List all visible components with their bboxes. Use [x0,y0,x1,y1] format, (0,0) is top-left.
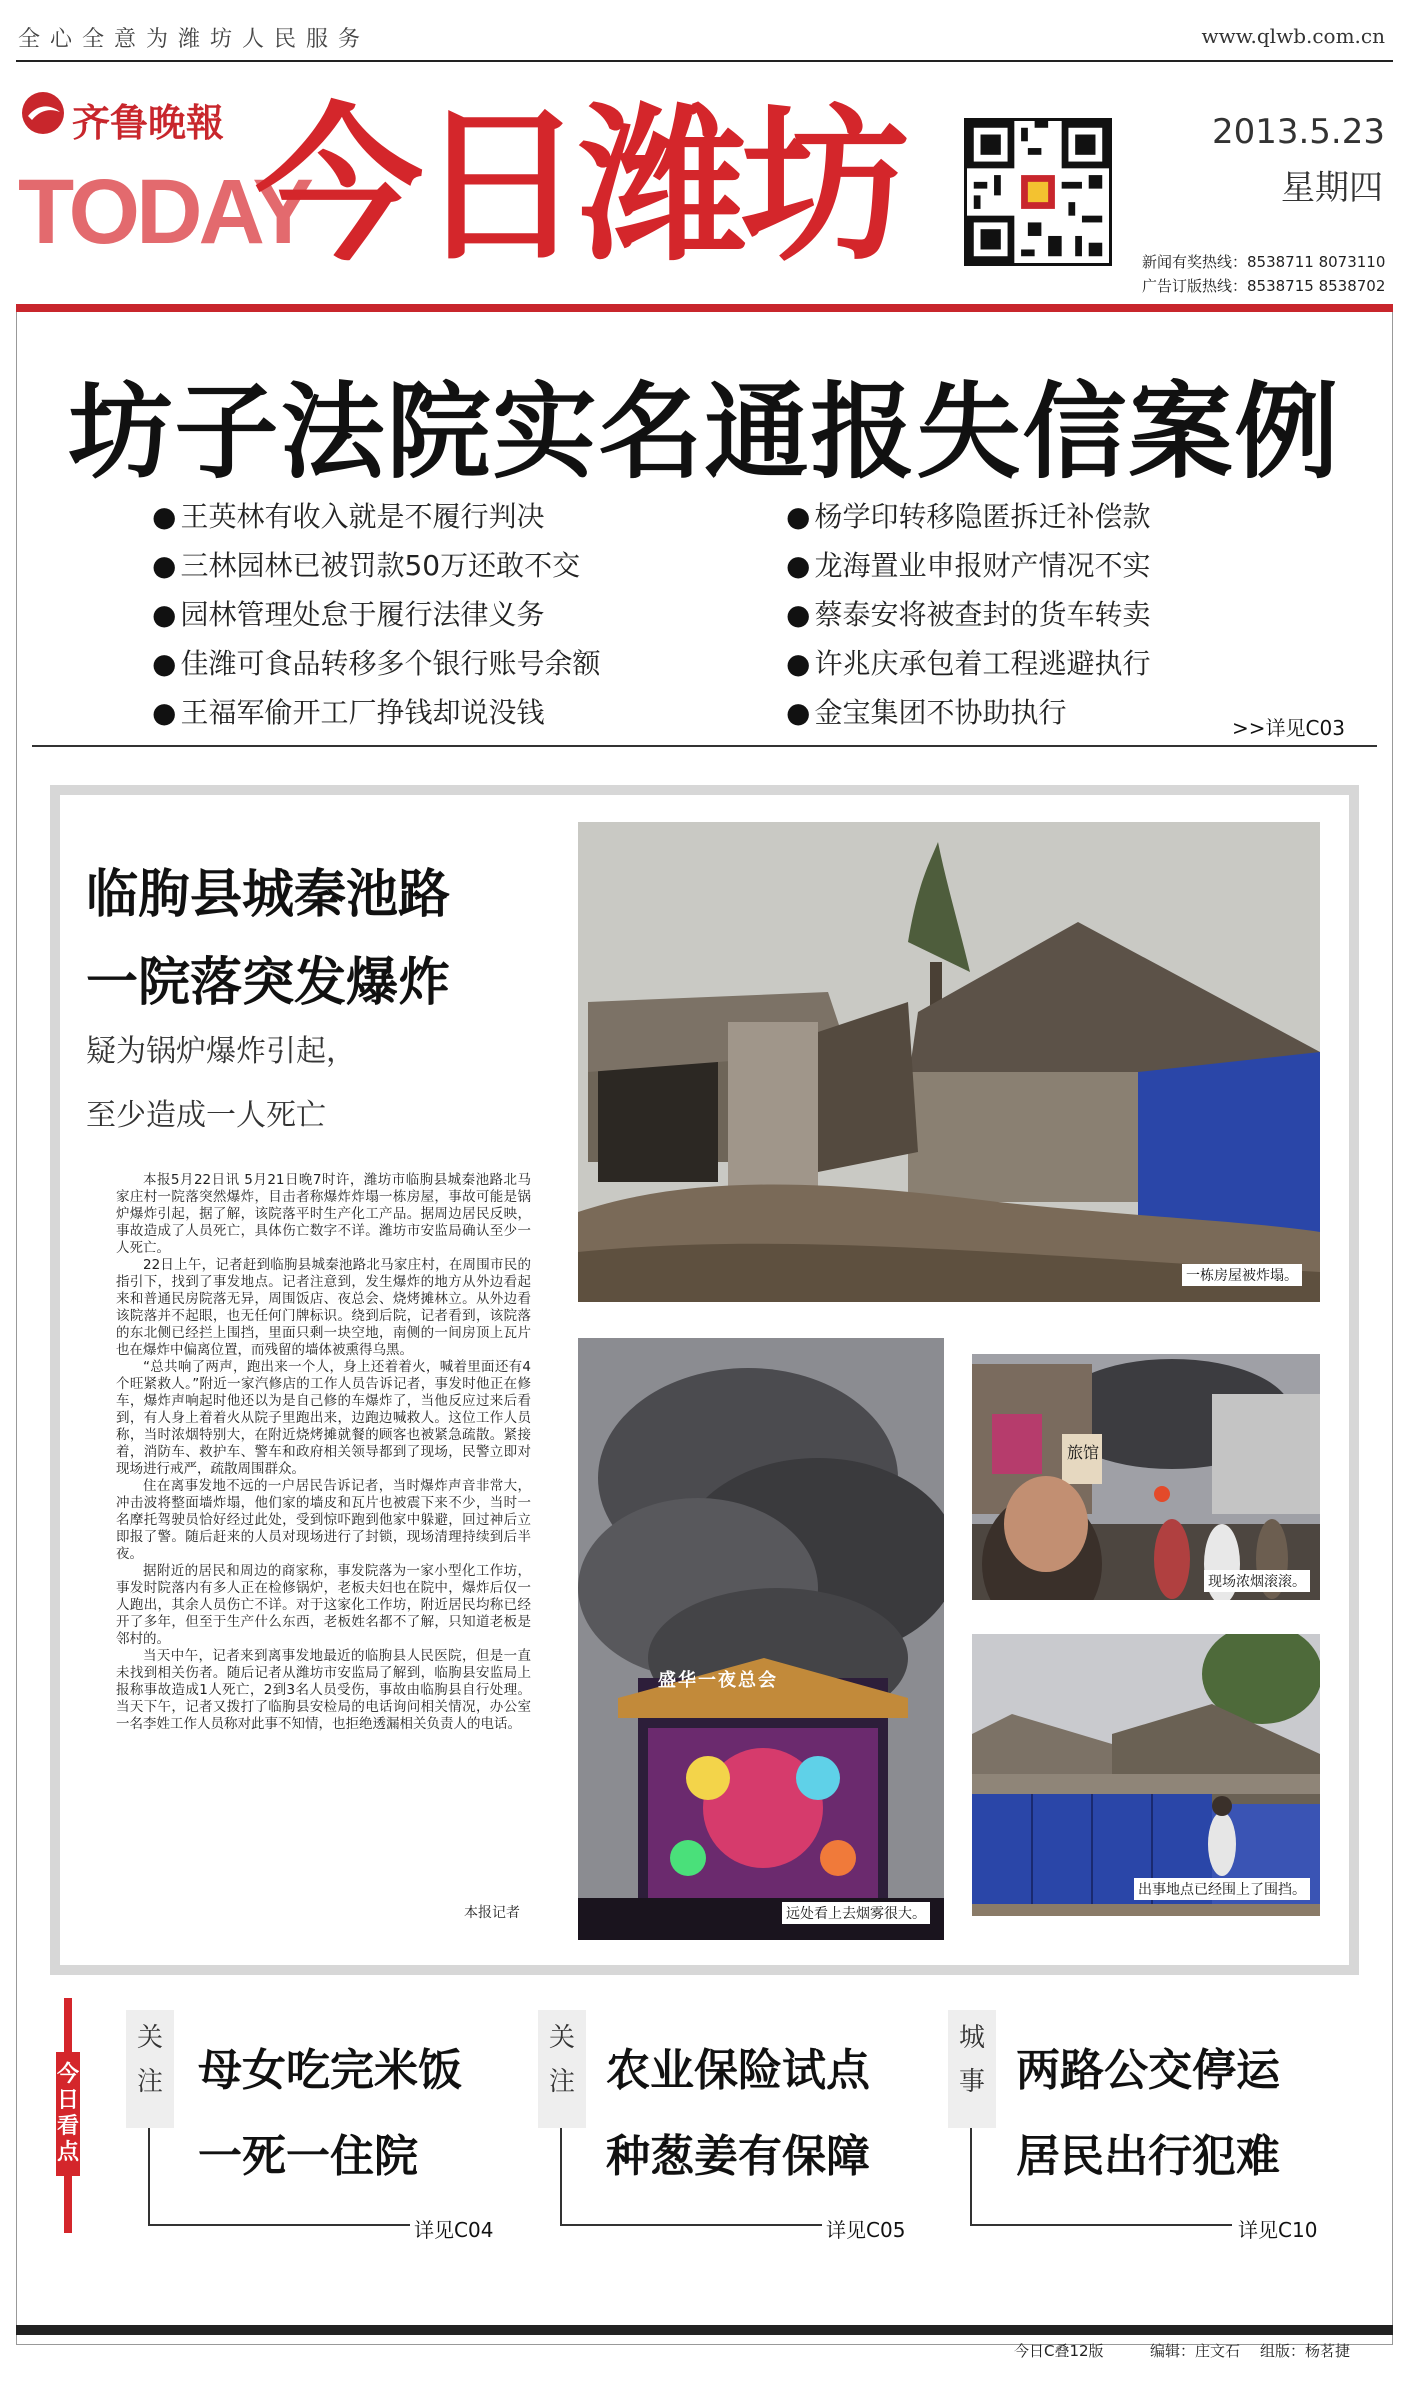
highlight-underline-3 [970,2224,1232,2226]
nightclub-sign: 盛华一夜总会 [658,1670,778,1691]
footer-bar [16,2325,1393,2335]
highlight-title-3b[interactable]: 居民出行犯难 [1016,2131,1280,2182]
issue-date: 2013.5.23 [1211,112,1385,152]
bullet-left-2: ● 三林园林已被罚款50万还敢不交 [152,544,580,584]
section-title: 今日潍坊 [255,88,903,284]
paper-logo-icon [20,90,66,136]
highlights-label: 今日看点 [56,2052,80,2176]
story-paragraph: 本报5月22日讯 5月21日晚7时许，潍坊市临朐县城秦池路北马家庄村一院落突然爆炸，目击者称爆炸炸塌一栋房屋，事故可能是锅炉爆炸引起，据了解，该院落平时生产化工产品。据周边居民反映，事故造成了人员死亡，具体伤亡数字不详。潍坊市安监局确认至少一人死亡。 [116,1172,531,1256]
bullet-left-4: ● 佳潍可食品转移多个银行账号余额 [152,642,600,682]
bullet-right-3: ● 蔡泰安将被查封的货车转卖 [786,593,1150,633]
photo-smoke-nightclub[interactable] [578,1338,944,1940]
highlight-title-2b[interactable]: 种葱姜有保障 [606,2131,870,2182]
highlight-tag-3: 城事 [948,2010,996,2128]
story-body [116,1172,531,1733]
story-subtitle-line2: 至少造成一人死亡 [86,1098,326,1133]
lead-see-more[interactable]: >>详见C03 [1232,716,1345,740]
slogan: 全心全意为潍坊人民服务 [18,27,371,52]
highlight-title-1a[interactable]: 母女吃完米饭 [198,2045,462,2096]
bullet-right-2: ● 龙海置业申报财产情况不实 [786,544,1150,584]
qr-code-icon [967,121,1109,263]
highlight-rule-2 [560,2128,562,2224]
highlight-see-1[interactable]: 详见C04 [414,2218,494,2242]
caption-photo4: 出事地点已经围上了围挡。 [1134,1878,1310,1900]
highlight-title-1b[interactable]: 一死一住院 [198,2131,418,2182]
highlight-rule-3 [970,2128,972,2224]
highlight-tag-2: 关注 [538,2010,586,2128]
highlight-see-3[interactable]: 详见C10 [1238,2218,1318,2242]
lead-divider [32,745,1377,747]
bullet-right-5: ● 金宝集团不协助执行 [786,691,1066,731]
highlight-underline-1 [148,2224,410,2226]
hotlines [1142,250,1385,298]
story-paragraph: 22日上午，记者赶到临朐县城秦池路北马家庄村，在周围市民的指引下，找到了事发地点。记者注意到，发生爆炸的地方从外边看起来和普通民房院落无异，周围饭店、夜总会、烧烤摊林立。从外边看该院落并不起眼，也无任何门牌标识。绕到后院，记者看到，该院落的东北侧已经拦上围挡，里面只剩一块空地，南侧的一间房顶上瓦片也在爆炸中偏离位置，而残留的墙体被熏得乌黑。 [116,1257,531,1358]
issue-weekday: 星期四 [1281,168,1383,208]
story-paragraph: 据附近的居民和周边的商家称，事发院落为一家小型化工作坊，事发时院落内有多人正在检修锅炉，老板夫妇也在院中，爆炸后仅一人跑出，其余人员伤亡不详。对于这家化工作坊，附近居民均称已经开了多年，但至于生产什么东西，老板姓名都不了解，只知道老板是邻村的。 [116,1563,531,1647]
highlight-title-3a[interactable]: 两路公交停运 [1016,2045,1280,2096]
hotline-ads: 广告订版热线：8538715 8538702 [1142,277,1386,295]
highlight-underline-2 [560,2224,822,2226]
bullet-right-1: ● 杨学印转移隐匿拆迁补偿款 [786,495,1150,535]
footer-page: 今日C叠12版 [1014,2342,1104,2360]
bullet-left-3: ● 园林管理处怠于履行法律义务 [152,593,544,633]
story-paragraph: 住在离事发地不远的一户居民告诉记者，当时爆炸声音非常大，冲击波将整面墙炸塌，他们家的墙皮和瓦片也被震下来不少，当时一名摩托驾驶员恰好经过此处，受到惊吓跑到他家中躲避，回过神后立即报了警。随后赶来的人员对现场进行了封锁，现场清理持续到后半夜。 [116,1478,531,1562]
footer-layout: 组版：杨茗捷 [1260,2342,1351,2360]
caption-photo1: 一栋房屋被炸塌。 [1182,1264,1302,1286]
story-title-line1[interactable]: 临朐县城秦池路 [86,865,451,925]
story-paragraph: 当天中午，记者来到离事发地最近的临朐县人民医院，但是一直未找到相关伤者。随后记者从潍坊市安监局了解到，临朐县安监局上报称事故造成1人死亡，2到3名人员受伤，事故由临朐县自行处理。当天下午，记者又拨打了临朐县安检局的电话询问相关情况，办公室一名李姓工作人员称对此事不知情，也拒绝透漏相关负责人的电话。 [116,1648,531,1732]
bullet-left-1: ● 王英林有收入就是不履行判决 [152,495,544,535]
story-subtitle-line1: 疑为锅炉爆炸引起， [86,1034,356,1069]
story-paragraph: “总共响了两声，跑出来一个人，身上还着着火，喊着里面还有4个旺紧救人。”附近一家汽修店的工作人员告诉记者，事发时他正在修车，爆炸声响起时他还以为是自己修的车爆炸了，当他反应过来后看到，有人身上着着火从院子里跑出来，边跑边喊救人。这位工作人员称，当时浓烟特别大，在附近烧烤摊就餐的顾客也被紧急疏散。紧接着，消防车、救护车、警车和政府相关领导都到了现场，民警立即对现场进行戒严，疏散周围群众。 [116,1359,531,1477]
story-title-line2[interactable]: 一院落突发爆炸 [86,953,451,1013]
caption-photo3: 现场浓烟滚滚。 [1204,1570,1310,1592]
qr-code[interactable] [964,118,1112,266]
paper-name: 齐鲁晚報 [72,100,225,145]
site-url[interactable]: www.qlwb.com.cn [1201,24,1385,48]
highlight-title-2a[interactable]: 农业保险试点 [606,2045,870,2096]
photo-fenced-site-image [972,1634,1320,1916]
today-wordmark: TODAY [18,161,310,263]
photo-smoke-nightclub-image [578,1338,944,1940]
masthead-red-bar [16,304,1393,312]
footer-editor: 编辑：庄文石 [1150,2342,1241,2360]
top-rule [16,60,1393,62]
story-byline: 本报记者 [464,1905,520,1921]
highlight-tag-1: 关注 [126,2010,174,2128]
photo-fenced-site[interactable] [972,1634,1320,1916]
photo-collapsed-house-image [578,822,1320,1302]
lead-headline[interactable]: 坊子法院实名通报失信案例 [68,371,1341,493]
bullet-left-5: ● 王福军偷开工厂挣钱却说没钱 [152,691,544,731]
shop-sign: 旅馆 [1067,1443,1100,1462]
photo-crowd-smoke[interactable] [972,1354,1320,1600]
hotline-news: 新闻有奖热线：8538711 8073110 [1142,253,1386,271]
photo-crowd-smoke-image [972,1354,1320,1600]
highlight-see-2[interactable]: 详见C05 [826,2218,906,2242]
highlight-rule-1 [148,2128,150,2224]
caption-photo2: 远处看上去烟雾很大。 [782,1902,930,1924]
photo-collapsed-house[interactable] [578,822,1320,1302]
bullet-right-4: ● 许兆庆承包着工程逃避执行 [786,642,1150,682]
